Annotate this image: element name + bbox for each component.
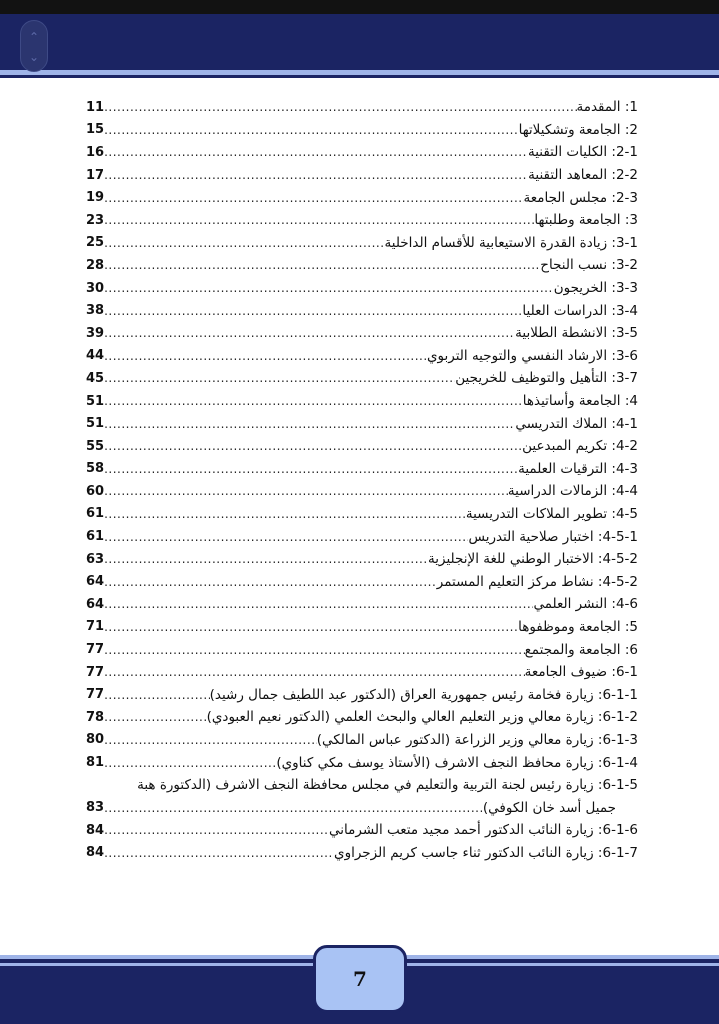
toc-entry-title: 3-2: نسب النجاح: [540, 257, 638, 274]
page-header-band: [0, 14, 719, 72]
page-number-box: [313, 945, 407, 1013]
toc-entry-title: 5: الجامعة وموظفوها: [518, 618, 638, 635]
toc-entry-title: 6-1-2: زيارة معالي وزير التعليم العالي والبحث العلمي (الدكتور نعيم العبودي): [206, 709, 638, 726]
toc-entry-title: 3-7: التأهيل والتوظيف للخريجين: [455, 370, 638, 387]
toc-leader-dots: [104, 236, 384, 250]
toc-entry[interactable]: [86, 683, 638, 706]
toc-page-number: 77: [86, 642, 105, 658]
toc-entry[interactable]: [86, 164, 638, 187]
toc-entry[interactable]: [86, 774, 638, 797]
toc-entry[interactable]: [86, 661, 638, 684]
toc-page-number: 77: [86, 664, 105, 680]
toc-entry[interactable]: [86, 119, 638, 142]
toc-page-number: 71: [86, 619, 105, 635]
toc-entry[interactable]: [86, 638, 638, 661]
toc-entry-title: جميل أسد خان الكوفي): [482, 799, 616, 816]
toc-entry-title: 6-1-5: زيارة رئيس لجنة التربية والتعليم في مجلس محافظة النجف الاشرف (الدكتورة هبة: [137, 777, 638, 794]
header-bottom-band: [0, 75, 719, 78]
toc-entry[interactable]: [86, 186, 638, 209]
toc-leader-dots: [104, 394, 523, 408]
toc-page-number: 61: [86, 506, 105, 522]
toc-entry[interactable]: [86, 209, 638, 232]
toc-leader-dots: [104, 371, 455, 385]
toc-entry[interactable]: [86, 367, 638, 390]
toc-entry-title: 4: الجامعة وأساتيذها: [522, 393, 638, 410]
toc-leader-dots: [104, 733, 317, 747]
toc-entry-title: 4-4: الزمالات الدراسية: [507, 483, 638, 500]
toc-entry[interactable]: [86, 277, 638, 300]
toc-entry[interactable]: [86, 593, 638, 616]
toc-leader-dots: [104, 756, 276, 770]
toc-leader-dots: [104, 575, 437, 589]
toc-entry[interactable]: [86, 616, 638, 639]
toc-entry-title: 2-2: المعاهد التقنية: [528, 167, 638, 184]
toc-entry[interactable]: [86, 706, 638, 729]
toc-entry-title: 6-1-3: زيارة معالي وزير الزراعة (الدكتور عباس المالكي): [316, 731, 638, 748]
toc-page-number: 51: [86, 393, 105, 409]
toc-leader-dots: [104, 801, 483, 815]
toc-page-number: 44: [86, 348, 105, 364]
toc-entry-title: 4-6: النشر العلمي: [533, 596, 638, 613]
toc-leader-dots: [104, 100, 576, 114]
toc-entry-title: 4-1: الملاك التدريسي: [515, 415, 638, 432]
toc-entry[interactable]: [86, 96, 638, 119]
toc-entry[interactable]: [86, 819, 638, 842]
toc-leader-dots: [104, 326, 515, 340]
toc-entry-title: 6-1-6: زيارة النائب الدكتور أحمد مجيد متعب الشرماني: [329, 822, 638, 839]
top-status-bar: [0, 0, 719, 14]
toc-page-number: 30: [86, 280, 105, 296]
toc-page-number: 80: [86, 732, 105, 748]
toc-entry[interactable]: [86, 751, 638, 774]
toc-entry-title: 2-1: الكليات التقنية: [527, 144, 638, 161]
toc-leader-dots: [104, 123, 519, 137]
toc-page-number: 25: [86, 235, 105, 251]
toc-entry[interactable]: [86, 345, 638, 368]
toc-leader-dots: [104, 643, 525, 657]
toc-entry-title: 3-1: زيادة القدرة الاستيعابية للأقسام الداخلية: [384, 234, 638, 251]
toc-entry-title: 4-5-2: الاختبار الوطني للغة الإنجليزية: [428, 551, 638, 568]
toc-leader-dots: [104, 417, 515, 431]
toc-leader-dots: [104, 688, 210, 702]
toc-entry[interactable]: [86, 412, 638, 435]
toc-entry[interactable]: [86, 232, 638, 255]
toc-page-number: 39: [86, 325, 105, 341]
toc-page-number: 45: [86, 370, 105, 386]
toc-entry[interactable]: [86, 525, 638, 548]
toc-entry[interactable]: [86, 390, 638, 413]
toc-entry-title: 2: الجامعة وتشكيلاتها: [518, 121, 638, 138]
toc-entry[interactable]: [86, 480, 638, 503]
toc-page-number: 19: [86, 190, 105, 206]
toc-page-number: 83: [86, 800, 105, 816]
toc-leader-dots: [104, 439, 522, 453]
toc-leader-dots: [104, 281, 554, 295]
toc-entry[interactable]: [86, 299, 638, 322]
toc-page-number: 84: [86, 822, 105, 838]
toc-page-number: 64: [86, 574, 105, 590]
toc-page-number: 64: [86, 596, 105, 612]
toc-page-number: 51: [86, 416, 105, 432]
toc-entry-title: 6: الجامعة والمجتمع: [524, 641, 638, 658]
toc-page-number: 15: [86, 122, 105, 138]
toc-entry-title: 1: المقدمة: [576, 99, 638, 116]
toc-leader-dots: [104, 530, 468, 544]
toc-leader-dots: [104, 213, 534, 227]
page-number: 7: [353, 967, 367, 991]
toc-leader-dots: [104, 462, 518, 476]
toc-page-number: 23: [86, 212, 105, 228]
toc-entry[interactable]: [86, 729, 638, 752]
toc-page-number: 55: [86, 438, 105, 454]
toc-page-number: 77: [86, 687, 105, 703]
toc-page-number: 60: [86, 483, 105, 499]
toc-entry-title: 3: الجامعة وطلبتها: [534, 212, 638, 229]
toc-entry[interactable]: [86, 254, 638, 277]
toc-entry-title: 4-2: تكريم المبدعين: [522, 438, 638, 455]
toc-entry-title: 6-1: ضيوف الجامعة: [524, 664, 638, 681]
toc-leader-dots: [104, 145, 528, 159]
toc-entry[interactable]: [86, 842, 638, 865]
toc-leader-dots: [104, 258, 540, 272]
toc-leader-dots: [104, 823, 329, 837]
toc-entry-title: 3-6: الارشاد النفسي والتوجيه التربوي: [426, 347, 638, 364]
toc-entry[interactable]: [86, 503, 638, 526]
toc-leader-dots: [104, 484, 508, 498]
toc-leader-dots: [104, 304, 522, 318]
toc-entry[interactable]: [86, 141, 638, 164]
toc-page-number: 81: [86, 755, 105, 771]
toc-entry[interactable]: [86, 548, 638, 571]
toc-entry-title: 6-1-1: زيارة فخامة رئيس جمهورية العراق (الدكتور عبد اللطيف جمال رشيد): [209, 686, 638, 703]
toc-leader-dots: [104, 552, 428, 566]
toc-page-number: 63: [86, 551, 105, 567]
toc-page-number: 17: [86, 167, 105, 183]
toc-entry-title: 4-3: الترقيات العلمية: [518, 460, 638, 477]
toc-page-number: 58: [86, 461, 105, 477]
toc-entry-title: 4-5-1: اختبار صلاحية التدريس: [468, 528, 638, 545]
toc-entry-title: 6-1-7: زيارة النائب الدكتور ثناء جاسب كريم الزجراوي: [334, 844, 638, 861]
toc-leader-dots: [104, 349, 427, 363]
toc-leader-dots: [104, 846, 334, 860]
toc-page-number: 84: [86, 845, 105, 861]
toc-leader-dots: [104, 507, 466, 521]
chevron-down-icon[interactable]: ⌄: [28, 50, 40, 64]
toc-entry-title: 4-5-2: نشاط مركز التعليم المستمر: [436, 573, 638, 590]
toc-leader-dots: [104, 168, 528, 182]
toc-entry-title: 4-5: تطوير الملاكات التدريسية: [465, 505, 638, 522]
toc-entry[interactable]: [86, 322, 638, 345]
toc-leader-dots: [104, 710, 207, 724]
page-scroll-control[interactable]: [20, 20, 48, 72]
toc-page-number: 28: [86, 257, 105, 273]
toc-leader-dots: [104, 191, 523, 205]
toc-entry-title: 3-5: الانشطة الطلابية: [515, 325, 638, 342]
toc-leader-dots: [104, 665, 525, 679]
toc-entry-title: 3-3: الخريجون: [553, 280, 638, 297]
toc-page-number: 61: [86, 529, 105, 545]
toc-leader-dots: [104, 620, 518, 634]
toc-page-number: 78: [86, 709, 105, 725]
toc-entry-title: 2-3: مجلس الجامعة: [523, 189, 638, 206]
table-of-contents: [86, 96, 638, 864]
toc-page-number: 16: [86, 144, 105, 160]
toc-page-number: 11: [86, 99, 105, 115]
chevron-up-icon[interactable]: ⌃: [28, 30, 40, 44]
toc-entry[interactable]: [86, 458, 638, 481]
toc-entry-title: 3-4: الدراسات العليا: [522, 302, 638, 319]
toc-entry[interactable]: [86, 796, 638, 819]
toc-entry[interactable]: [86, 570, 638, 593]
toc-entry[interactable]: [86, 435, 638, 458]
toc-entry-title: 6-1-4: زيارة محافظ النجف الاشرف (الأستاذ يوسف مكي كناوي): [276, 754, 638, 771]
toc-leader-dots: [104, 597, 533, 611]
toc-page-number: 38: [86, 303, 105, 319]
